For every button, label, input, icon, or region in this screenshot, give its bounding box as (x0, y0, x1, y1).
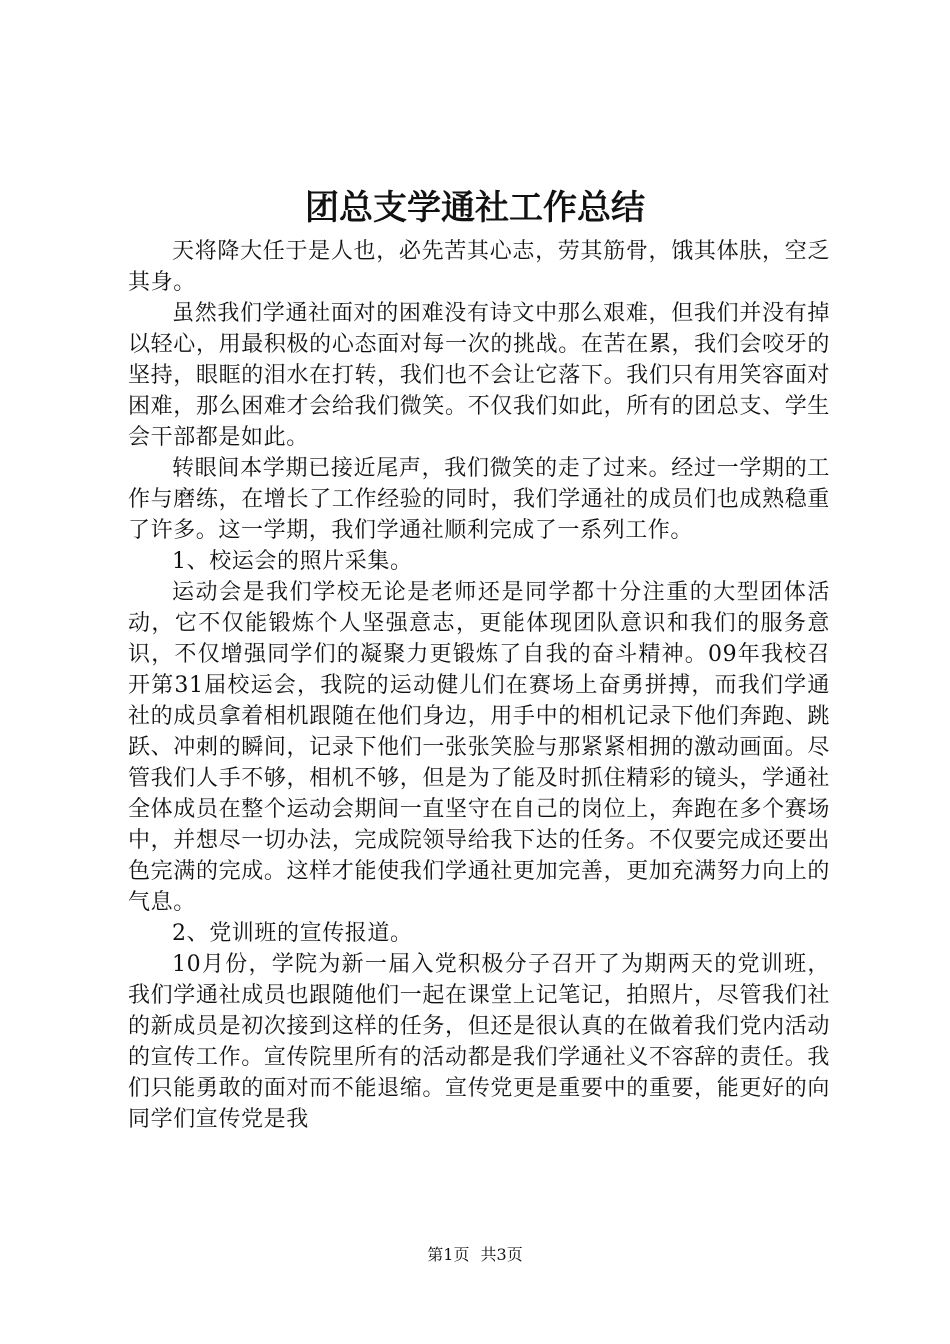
paragraph: 10月份，学院为新一届入党积极分子召开了为期两天的党训班，我们学通社成员也跟随他们一起在课堂上记笔记，拍照片，尽管我们社的新成员是初次接到这样的任务，但还是很认真的在做着我们党内活动的宣传工作。宣传院里所有的活动都是我们学通社义不容辞的责任。我们只能勇敢的面对而不能退缩。宣传党更是重要中的重要，能更好的向同学们宣传党是我 (128, 952, 830, 1132)
section-heading: 2、党训班的宣传报道。 (172, 921, 413, 946)
paragraph: 转眼间本学期已接近尾声，我们微笑的走了过来。经过一学期的工作与磨练，在增长了工作经验的同时，我们学通社的成员们也成熟稳重了许多。这一学期，我们学通社顺利完成了一系列工作。 (128, 456, 830, 543)
document-title: 团总支学通社工作总结 (305, 188, 645, 228)
page-footer (0, 1244, 950, 1266)
paragraph: 虽然我们学通社面对的困难没有诗文中那么艰难，但我们并没有掉以轻心，用最积极的心态面对每一次的挑战。在苦在累，我们会咬牙的坚持，眼眶的泪水在打转，我们也不会让它落下。我们只有用笑容面对困难，那么困难才会给我们微笑。不仅我们如此，所有的团总支、学生会干部都是如此。 (128, 301, 830, 450)
section-heading: 1、校运会的照片采集。 (172, 549, 413, 574)
paragraph: 运动会是我们学校无论是老师还是同学都十分注重的大型团体活动，它不仅能锻炼个人坚强意志，更能体现团队意识和我们的服务意识，不仅增强同学们的凝聚力更锻炼了自我的奋斗精神。09年我校召开第31届校运会，我院的运动健儿们在赛场上奋勇拼搏，而我们学通社的成员拿着相机跟随在他们身边，用手中的相机记录下他们奔跑、跳跃、冲刺的瞬间，记录下他们一张张笑脸与那紧紧相拥的激动画面。尽管我们人手不够，相机不够，但是为了能及时抓住精彩的镜头，学通社全体成员在整个运动会期间一直坚守在自己的岗位上，奔跑在多个赛场中，并想尽一切办法，完成院领导给我下达的任务。不仅要完成还要出色完满的完成。这样才能使我们学通社更加完善，更加充满努力向上的气息。 (128, 580, 830, 915)
paragraph: 天将降大任于是人也，必先苦其心志，劳其筋骨，饿其体肤，空乏其身。 (128, 239, 830, 295)
page-number: 第1页 (427, 1245, 470, 1264)
document-body (128, 236, 830, 1135)
page-total: 共3页 (480, 1245, 523, 1264)
